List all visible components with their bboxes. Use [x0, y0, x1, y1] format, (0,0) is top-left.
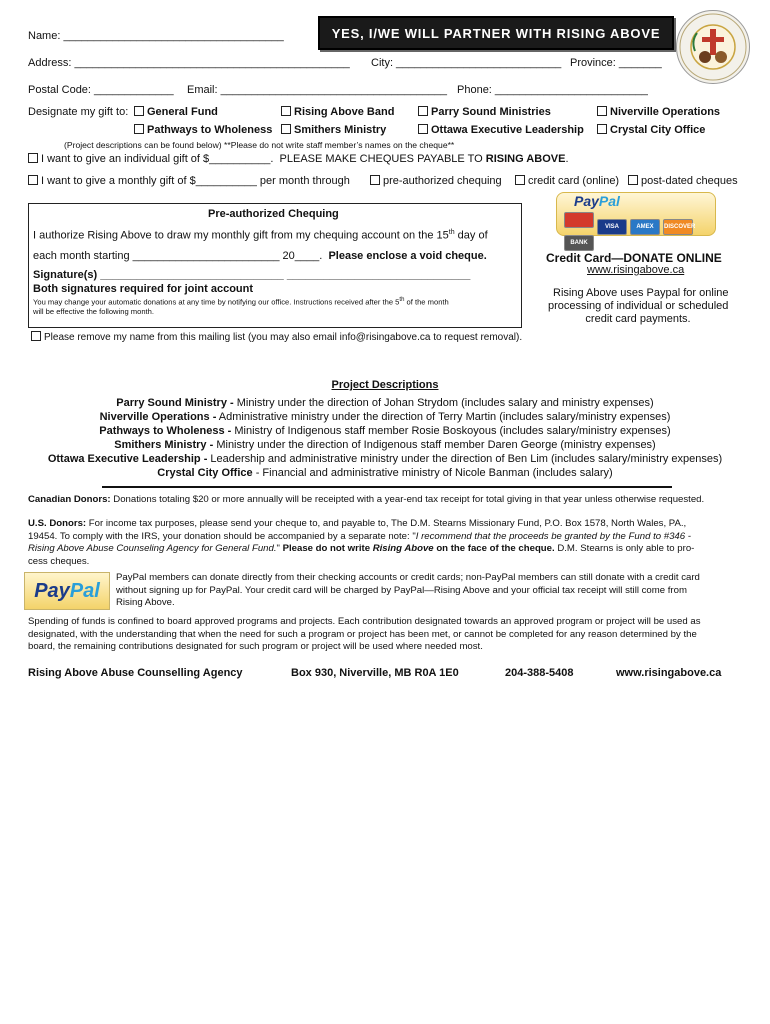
option-band[interactable]: Rising Above Band	[281, 106, 394, 118]
footer-website[interactable]: www.risingabove.ca	[616, 667, 722, 679]
checkbox-icon[interactable]	[597, 106, 607, 116]
email-field[interactable]: Email: _____________________________________	[187, 84, 447, 96]
checkbox-icon[interactable]	[281, 106, 291, 116]
monthly-gift-option[interactable]: I want to give a monthly gift of $__________ per month through	[28, 175, 350, 187]
checkbox-icon[interactable]	[31, 331, 41, 341]
project-parry-sound: Parry Sound Ministry - Ministry under the direction of Johan Strydom (includes salary and ministry expenses)	[116, 397, 654, 409]
donate-link[interactable]: www.risingabove.ca	[587, 264, 685, 276]
remove-from-list[interactable]: Please remove my name from this mailing list (you may also email info@risingabove.ca to request removal).	[31, 331, 522, 343]
paypal-logo: Pay Pal	[24, 572, 110, 610]
footer-phone: 204-388-5408	[505, 667, 574, 679]
card-logos	[564, 212, 716, 251]
projects-title: Project Descriptions	[331, 379, 439, 391]
project-crystal-city: Crystal City Office - Financial and administrative ministry of Nicole Banman (includes salary)	[157, 467, 613, 479]
preauth-small-2: will be effective the following month.	[33, 307, 155, 316]
mastercard-icon	[564, 212, 594, 228]
option-parry-sound[interactable]: Parry Sound Ministries	[418, 106, 551, 118]
address-field[interactable]: Address: _____________________________________________	[28, 57, 350, 69]
preauth-authorize: I authorize Rising Above to draw my monthly gift from my chequing account on the 15th day of	[33, 229, 488, 242]
checkbox-icon[interactable]	[134, 124, 144, 134]
method-credit-card[interactable]: credit card (online)	[515, 175, 619, 187]
option-ottawa[interactable]: Ottawa Executive Leadership	[418, 124, 584, 136]
option-niverville[interactable]: Niverville Operations	[597, 106, 720, 118]
checkbox-icon[interactable]	[28, 153, 38, 163]
province-field[interactable]: Province: _______	[570, 57, 662, 69]
footer-address: Box 930, Niverville, MB R0A 1E0	[291, 667, 459, 679]
credit-card-title: Credit Card—DONATE ONLINE	[546, 251, 722, 265]
checkbox-icon[interactable]	[418, 106, 428, 116]
method-post-dated[interactable]: post-dated cheques	[628, 175, 738, 187]
credit-desc-1: Rising Above uses Paypal for online	[553, 287, 729, 299]
partner-banner: YES, I/WE WILL PARTNER WITH RISING ABOVE	[318, 16, 674, 50]
amex-icon: AMEX	[630, 219, 660, 235]
preauth-start[interactable]: each month starting ________________________ 20____. Please enclose a void cheque.	[33, 250, 487, 262]
us-donors: U.S. Donors: For income tax purposes, please send your cheque to, and payable to, The D.M. Stearns Missionary Fund, P.O. Box 1578, North Wales, PA., 19454. To comply with the IRS, your donation should be accompanied by a separate note: "I recommend that the proceeds be granted by the Fund to #346 - Rising Above Abuse Counseling Agency for General Fund." Please do not write Rising Above on the face of the cheque. D.M. Stearns is only able to pro- cess cheques.	[28, 518, 695, 567]
credit-desc-2: processing of individual or scheduled	[548, 300, 729, 312]
signature-field[interactable]: Signature(s) ______________________________ ______________________________	[33, 269, 471, 281]
joint-note: Both signatures required for joint account	[33, 283, 254, 295]
city-field[interactable]: City: ___________________________	[371, 57, 562, 69]
checkbox-icon[interactable]	[597, 124, 607, 134]
postal-code-field[interactable]: Postal Code: _____________	[28, 84, 174, 96]
option-smithers[interactable]: Smithers Ministry	[281, 124, 386, 136]
logo-seal	[676, 10, 750, 84]
method-preauth[interactable]: pre-authorized chequing	[370, 175, 502, 187]
paypal-badge[interactable]	[556, 192, 716, 246]
individual-gift-option[interactable]: I want to give an individual gift of $__________. PLEASE MAKE CHEQUES PAYABLE TO RISING ABOVE.	[28, 153, 569, 165]
checkbox-icon[interactable]	[28, 175, 38, 185]
option-general-fund[interactable]: General Fund	[134, 106, 218, 118]
name-field[interactable]: Name: ____________________________________	[28, 30, 284, 42]
footer-org: Rising Above Abuse Counselling Agency	[28, 667, 243, 679]
canadian-donors: Canadian Donors: Donations totaling $20 or more annually will be receipted with a year-end tax receipt for total giving in that year unless otherwise requested.	[28, 494, 705, 505]
checkbox-icon[interactable]	[281, 124, 291, 134]
preauth-small-1: You may change your automatic donations at any time by notifying our office. Instructions received after the 5th of the month	[33, 297, 449, 307]
bank-icon: BANK	[564, 235, 594, 251]
checkbox-icon[interactable]	[418, 124, 428, 134]
designate-label: Designate my gift to:	[28, 106, 129, 118]
project-pathways: Pathways to Wholeness - Ministry of Indigenous staff member Rosie Boskoyous (includes salary/ministry expenses)	[99, 425, 671, 437]
preauth-title: Pre-authorized Chequing	[208, 208, 339, 220]
paypal-info: PayPal members can donate directly from their checking accounts or credit cards; non-PayPal members can still donate with a credit card without signing up for PayPal. Your credit card will be charged by PayPal—Rising Above and your official tax receipt will still come from Rising Above.	[116, 572, 700, 608]
project-smithers: Smithers Ministry - Ministry under the direction of Indigenous staff member Daren George (ministry expenses)	[114, 439, 656, 451]
checkbox-icon[interactable]	[134, 106, 144, 116]
discover-icon: DISCOVER	[663, 219, 693, 235]
designate-note: (Project descriptions can be found below) **Please do not write staff member’s names on the cheque**	[64, 140, 455, 150]
spending-policy: Spending of funds is confined to board approved programs and projects. Each contribution designated towards an approved program or project will be used as designated, with the understanding that when the need for such a program or project has been met, or cannot be completed for any reason determined by the board, the remaining contributions designated for such program or project will be used where needed most.	[28, 616, 701, 652]
checkbox-icon[interactable]	[515, 175, 525, 185]
option-crystal-city[interactable]: Crystal City Office	[597, 124, 705, 136]
project-ottawa: Ottawa Executive Leadership - Leadership and administrative ministry under the direction of Ben Lim (includes salary/ministry expenses)	[47, 453, 723, 465]
phone-field[interactable]: Phone: _________________________	[457, 84, 648, 96]
option-pathways[interactable]: Pathways to Wholeness	[134, 124, 272, 136]
credit-desc-3: credit card payments.	[585, 313, 691, 325]
checkbox-icon[interactable]	[628, 175, 638, 185]
visa-icon: VISA	[597, 219, 627, 235]
project-niverville: Niverville Operations - Administrative ministry under the direction of Terry Martin (includes salary/ministry expenses)	[99, 411, 671, 423]
checkbox-icon[interactable]	[370, 175, 380, 185]
section-divider	[102, 486, 672, 488]
paypal-wordmark: PayPal	[574, 193, 620, 209]
